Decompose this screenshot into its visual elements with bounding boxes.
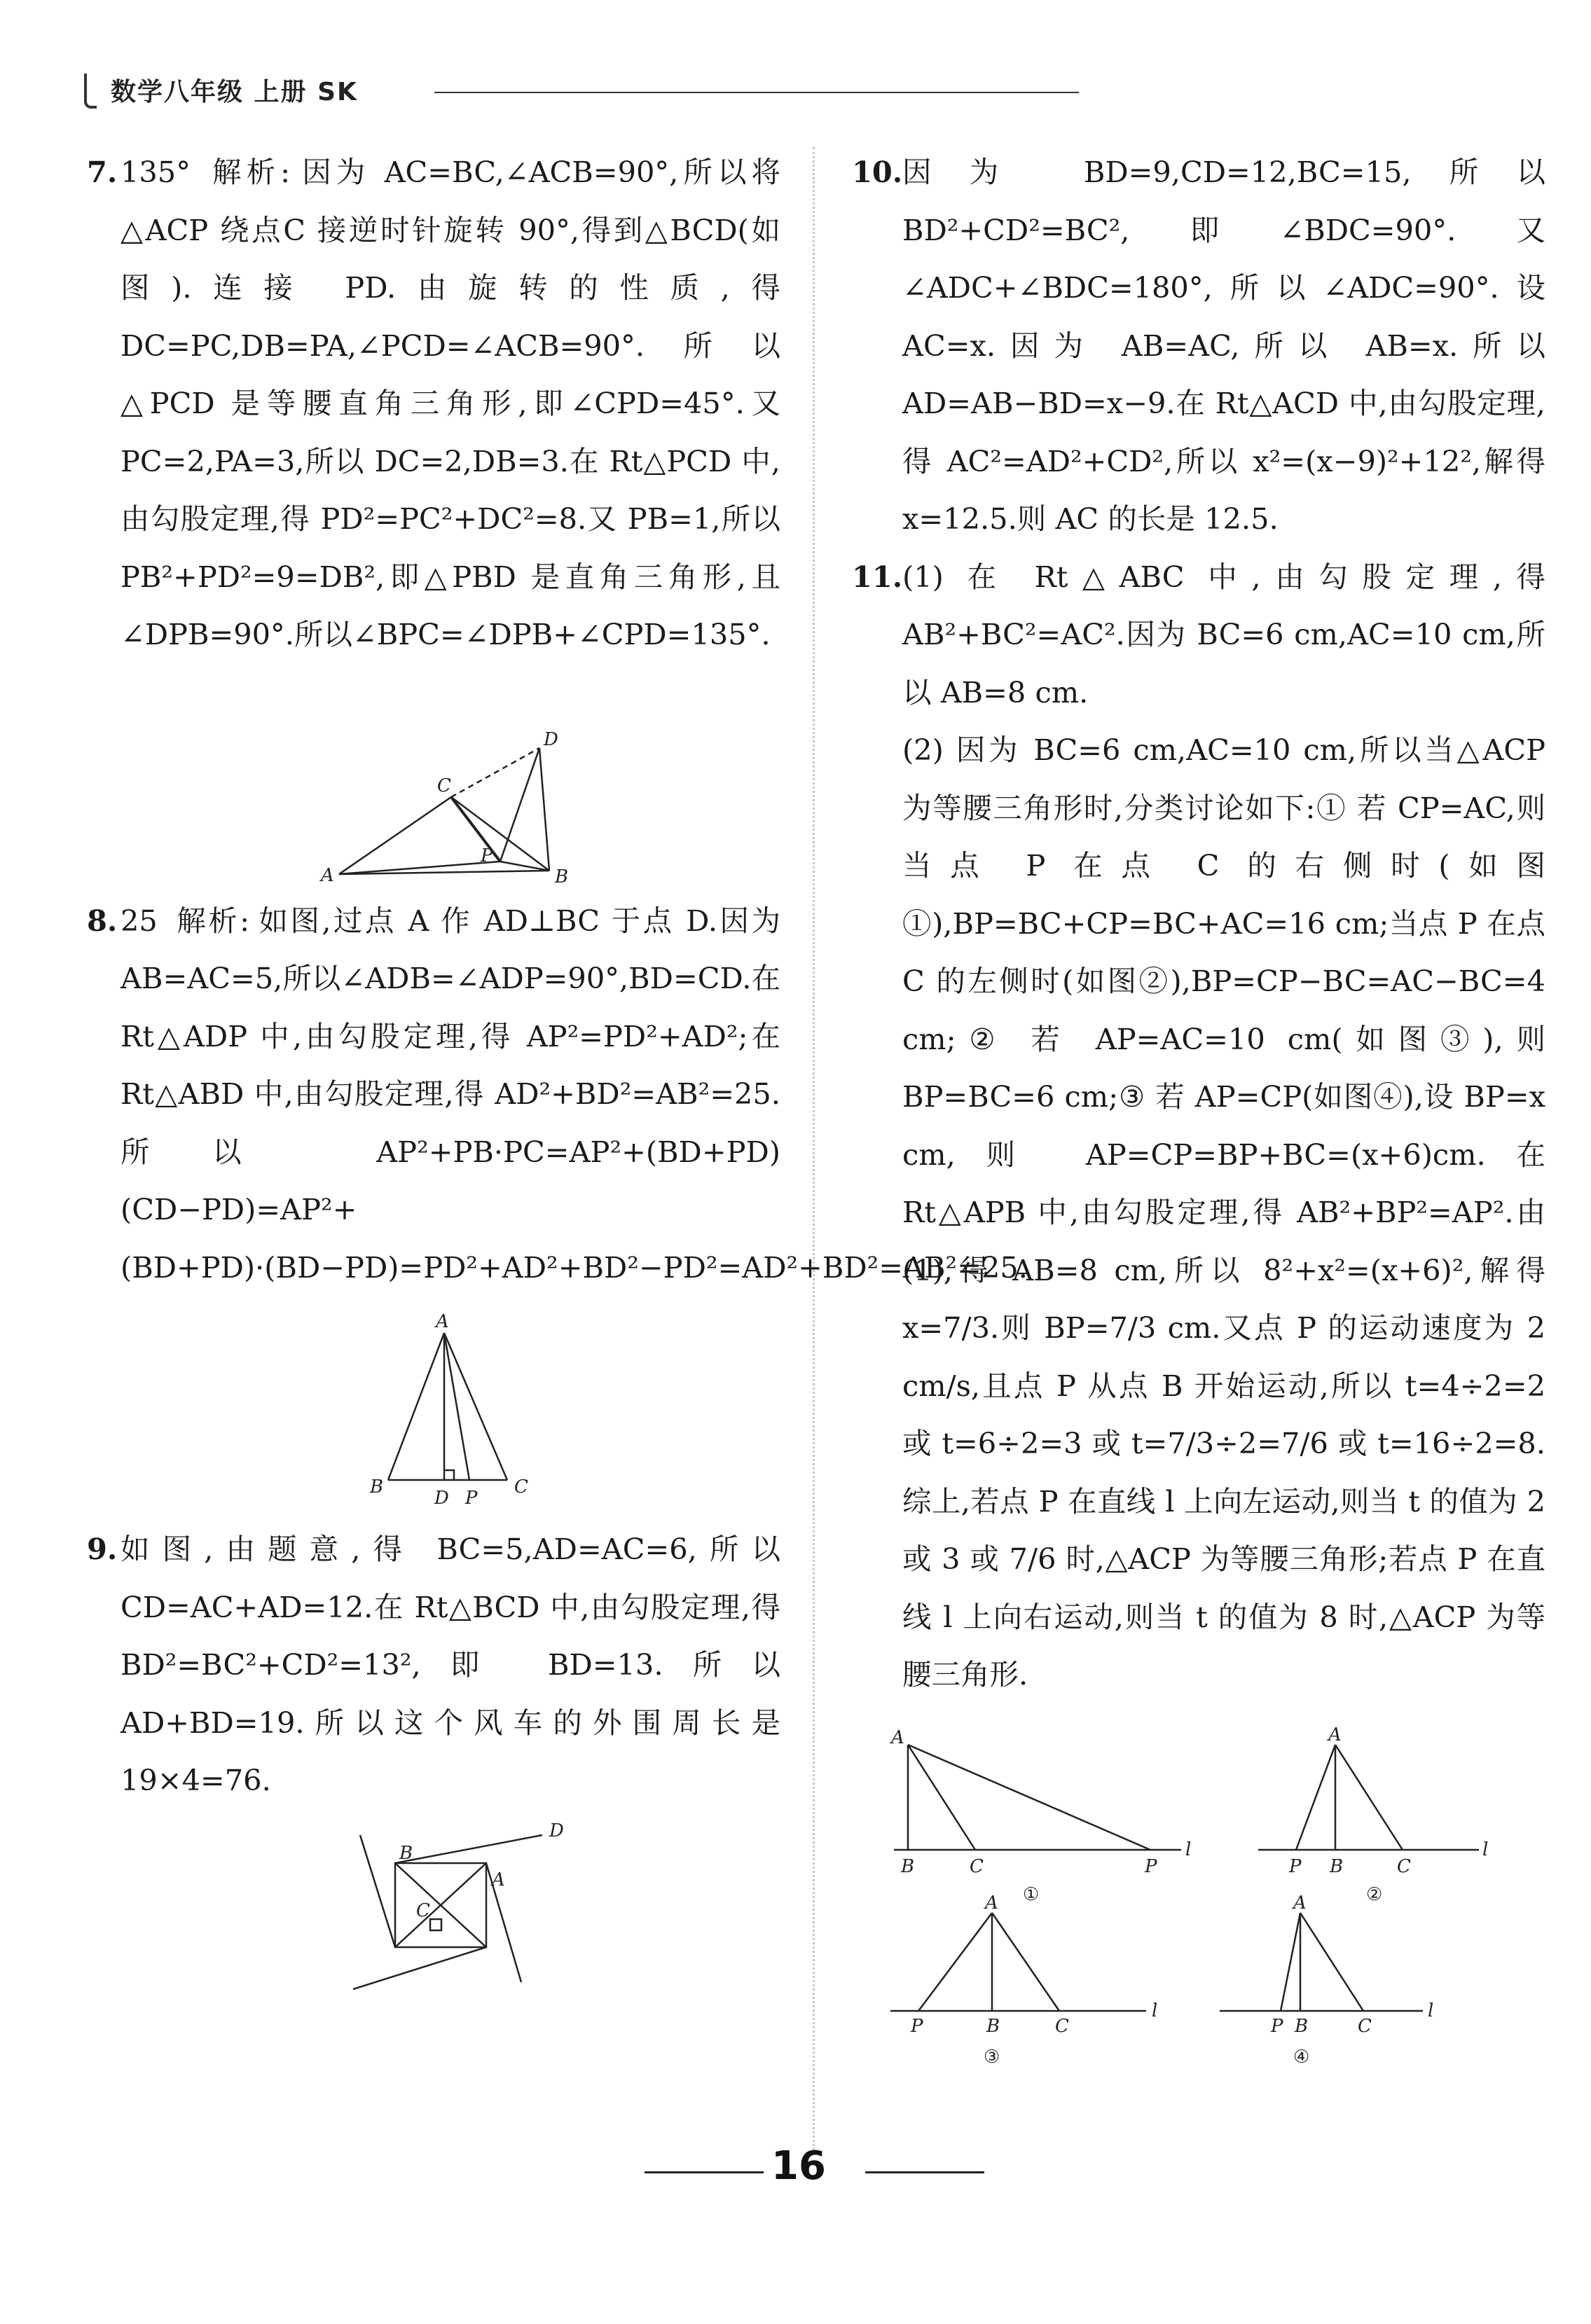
question-number: 8. [87, 903, 118, 938]
solution-text: 因为 AC=BC,∠ACB=90°,所以将△ACP 绕点C 接逆时针旋转 90°,得到△BCD(如图).连接 PD.由旋转的性质,得 DC=PC,DB=PA,∠PCD=∠ACB=90°.所以△PCD 是等腰直角三角形,即∠CPD=45°.又 PC=2,PA=3,所以 DC=2,DB=3.在 Rt△PCD 中,由勾股定理,得 PD²=PC²+DC²=8.又 PB=1,所以 PB²+PD²=9=DB²,即△PBD 是直角三角形,且∠DPB=90°.所以∠BPC=∠DPB+∠CPD=135°. [120, 155, 781, 651]
question-number: 11. [852, 559, 903, 594]
fig11-1-label-A: A [891, 1727, 904, 1748]
question-number: 7. [87, 155, 118, 189]
fig7-label-P: P [481, 845, 493, 866]
fig11-3-label-A: A [985, 1892, 998, 1914]
fig11-caption-2: ② [1366, 1883, 1383, 1905]
figure-q7 [87, 678, 780, 888]
figure-q11 [852, 1724, 1545, 2088]
fig7-label-A: A [321, 864, 334, 886]
column-divider [813, 147, 815, 2150]
question-7 [87, 144, 780, 664]
solution-part-1: (1) 在 Rt△ABC 中,由勾股定理,得 AB²+BC²=AC².因为 BC=6 cm,AC=10 cm,所以 AB=8 cm. [902, 559, 1545, 710]
question-11 [852, 548, 1545, 1704]
fig7-label-D: D [544, 728, 558, 750]
footer-rule-left [645, 2171, 764, 2173]
right-column [852, 144, 1545, 2088]
fig8-label-C: C [514, 1476, 528, 1498]
solution-text: 因为 BD=9,CD=12,BC=15,所以 BD²+CD²=BC²,即∠BDC=90°.又∠ADC+∠BDC=180°,所以∠ADC=90°.设 AC=x.因为 AB=AC,所以 AB=x.所以 AD=AB−BD=x−9.在 Rt△ACD 中,由勾股定理,得 AC²=AD²+CD²,所以 x²=(x−9)²+12²,解得 x=12.5.则 AC 的长是 12.5. [902, 155, 1545, 536]
fig11-4-label-P: P [1271, 2015, 1283, 2037]
fig11-4-label-l: l [1428, 2000, 1434, 2021]
fig11-4-label-C: C [1358, 2015, 1372, 2037]
figure-q8 [87, 1312, 780, 1508]
header-rule [434, 92, 1079, 93]
fig11-2-label-B: B [1330, 1855, 1344, 1877]
fig7-label-B: B [555, 866, 569, 887]
answer: 135° [120, 155, 191, 189]
fig8-label-D: D [434, 1488, 449, 1508]
question-9 [87, 1521, 780, 1810]
fig11-2-label-P: P [1289, 1855, 1302, 1877]
fig9-label-B: B [399, 1842, 413, 1864]
fig11-2-label-C: C [1397, 1855, 1411, 1877]
fig11-3-label-l: l [1152, 2000, 1158, 2021]
question-number: 10. [852, 155, 903, 189]
page-header [84, 67, 1009, 116]
analysis-label: 解析: [207, 155, 291, 189]
analysis-label: 解析: [174, 903, 250, 938]
fig11-1-label-P: P [1145, 1855, 1157, 1877]
fig9-label-C: C [416, 1900, 430, 1921]
fig11-caption-1: ① [1023, 1883, 1040, 1905]
fig11-3-label-B: B [986, 2015, 1000, 2037]
solution-text: 如图,由题意,得 BC=5,AD=AC=6,所以 CD=AC+AD=12.在 Rt△BCD 中,由勾股定理,得 BD²=BC²+CD²=13²,即 BD=13.所以 AD+BD=19.所以这个风车的外围周长是 19×4=76. [120, 1532, 780, 1797]
footer-rule-right [865, 2171, 984, 2173]
fig11-1-label-B: B [901, 1855, 915, 1877]
fig8-label-B: B [370, 1476, 384, 1498]
fig9-label-D: D [549, 1820, 564, 1841]
solution-text: 如图,过点 A 作 AD⊥BC 于点 D.因为 AB=AC=5,所以∠ADB=∠ADP=90°,BD=CD.在 Rt△ADP 中,由勾股定理,得 AP²=PD²+AD²;在 Rt△ABD 中,由勾股定理,得 AD²+BD²=AB²=25.所以 AP²+PB·PC=AP²+(BD+PD)(CD−PD)=AP²+(BD+PD)·(BD−PD)=PD²+AD²+BD²−PD²=AD²+BD²=AB²=25. [120, 903, 1028, 1285]
fig7-label-C: C [437, 775, 451, 796]
question-number: 9. [87, 1532, 118, 1566]
fig11-3-label-C: C [1055, 2015, 1069, 2037]
fig8-label-A: A [436, 1312, 449, 1332]
page-number: 16 [771, 2143, 826, 2189]
header-title: 数学八年级 上册 SK [111, 78, 358, 106]
question-10 [852, 144, 1545, 548]
fig9-label-A: A [492, 1869, 505, 1890]
fig11-4-label-A: A [1293, 1892, 1307, 1914]
fig11-caption-3: ③ [984, 2046, 1000, 2068]
fig11-2-label-A: A [1328, 1724, 1342, 1745]
fig11-2-label-l: l [1482, 1839, 1489, 1860]
question-8 [87, 892, 1028, 1297]
fig11-caption-4: ④ [1293, 2046, 1310, 2068]
solution-part-2: (2) 因为 BC=6 cm,AC=10 cm,所以当△ACP 为等腰三角形时,分类讨论如下:① 若 CP=AC,则当点 P 在点 C 的右侧时(如图①),BP=BC+CP=BC+AC=16 cm;当点 P 在点 C 的左侧时(如图②),BP=CP−BC=AC−BC=4 cm;② 若 AP=AC=10 cm(如图③),则 BP=BC=6 cm;③ 若 AP=CP(如图④),设 BP=x cm,则 AP=CP=BP+BC=(x+6)cm.在 Rt△APB 中,由勾股定理,得 AB²+BP²=AP².由(1),得 AB=8 cm,所以 8²+x²=(x+6)²,解得 x=7/3.则 BP=7/3 cm.又点 P 的运动速度为 2 cm/s,且点 P 从点 B 开始运动,所以 t=4÷2=2 或 t=6÷2=3 或 t=7/3÷2=7/6 或 t=16÷2=8.综上,若点 P 在直线 l 上向左运动,则当 t 的值为 2 或 3 或 7/6 时,△ACP 为等腰三角形;若点 P 在直线 l 上向右运动,则当 t 的值为 8 时,△ACP 为等腰三角形. [902, 733, 1545, 1692]
figure-q9 [87, 1821, 780, 2031]
page-footer [0, 2143, 1591, 2206]
fig11-1-label-l: l [1185, 1839, 1192, 1860]
answer: 25 [120, 903, 158, 938]
fig11-1-label-C: C [970, 1855, 984, 1877]
header-bracket-icon [84, 74, 97, 109]
fig8-label-P: P [465, 1488, 478, 1508]
fig11-4-label-B: B [1295, 2015, 1309, 2037]
fig11-3-label-P: P [911, 2015, 923, 2037]
